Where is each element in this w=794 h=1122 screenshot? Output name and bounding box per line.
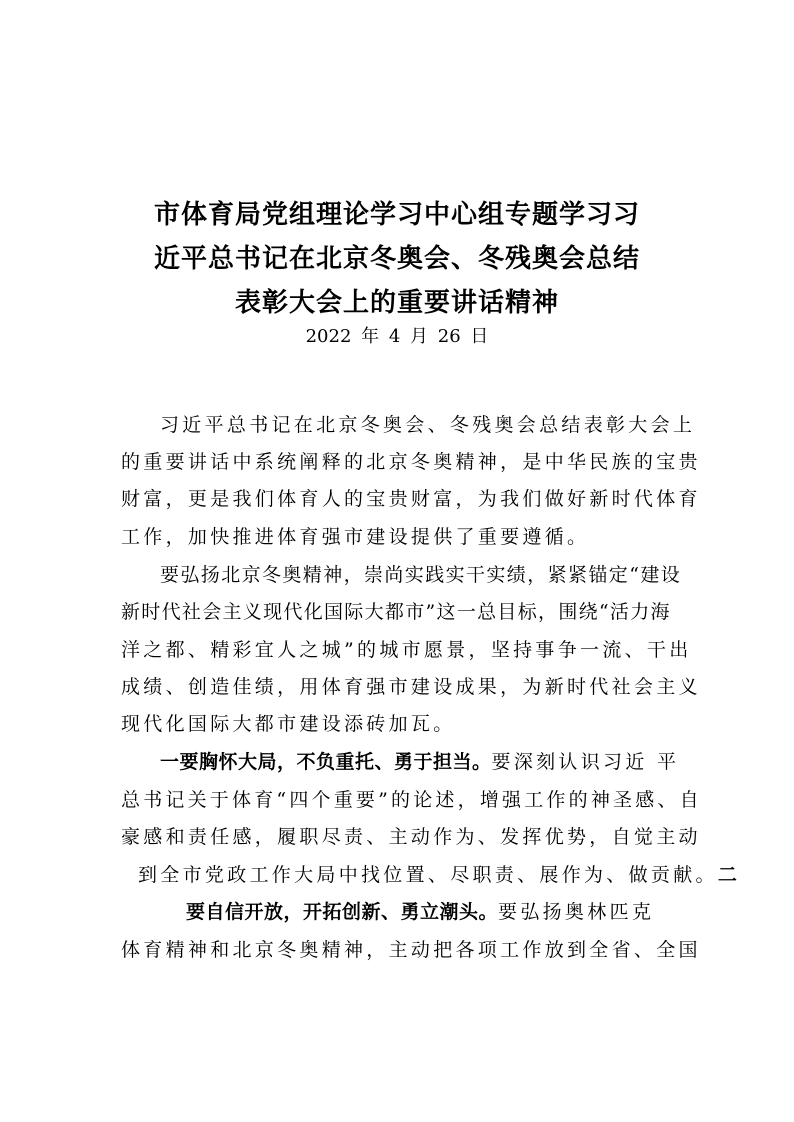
paragraph-line: 体育精神和北京冬奥精神，主动把各项工作放到全省、全国 — [121, 939, 701, 961]
bold-heading: 二 — [717, 864, 738, 886]
paragraph-line: 成绩、创造佳绩，用体育强市建设成果，为新时代社会主义 — [121, 676, 701, 698]
paragraph-text: 要深刻认识习近 平 — [491, 751, 680, 773]
paragraph-line: 的重要讲话中系统阐释的北京冬奥精神，是中华民族的宝贵 — [121, 451, 701, 473]
paragraph-line: 工作，加快推进体育强市建设提供了重要遵循。 — [121, 526, 590, 548]
title-line: 市体育局党组理论学习中心组专题学习习 — [153, 200, 640, 230]
bold-heading: 要自信开放，开拓创新、勇立潮头。 — [186, 901, 499, 923]
bold-heading: 一要胸怀大局，不负重托、勇于担当。 — [160, 751, 492, 773]
paragraph-line: 现代化国际大都市建设添砖加瓦。 — [121, 713, 456, 735]
paragraph-line: 洋之都、精彩宜人之城”的城市愿景，坚持事争一流、干出 — [121, 639, 692, 661]
paragraph-line: 财富，更是我们体育人的宝贵财富，为我们做好新时代体育 — [121, 488, 701, 510]
paragraph-text: 要弘扬奥林匹克 — [498, 901, 655, 923]
paragraph-line — [186, 897, 654, 927]
paragraph-line: 新时代社会主义现代化国际大都市”这一总目标，围绕“活力海 — [121, 601, 671, 623]
paragraph-line: 总书记关于体育“四个重要”的论述，增强工作的神圣感、自 — [121, 789, 702, 811]
title-line: 表彰大会上的重要讲话精神 — [234, 288, 559, 318]
paragraph-line — [160, 747, 679, 777]
document-date: 2022 年 4 月 26 日 — [305, 326, 489, 347]
paragraph-line — [138, 860, 737, 890]
title-line: 近平总书记在北京冬奥会、冬残奥会总结 — [153, 244, 640, 274]
document-title — [100, 193, 694, 325]
paragraph-line: 习近平总书记在北京冬奥会、冬残奥会总结表彰大会上 — [160, 414, 696, 436]
paragraph-line: 要弘扬北京冬奥精神，崇尚实践实干实绩，紧紧锚定“建设 — [160, 564, 682, 586]
paragraph-line: 豪感和责任感，履职尽责、主动作为、发挥优势，自觉主动 — [121, 826, 701, 848]
paragraph-text: 到全市党政工作大局中找位置、尽职责、展作为、做贡献。 — [138, 864, 718, 886]
